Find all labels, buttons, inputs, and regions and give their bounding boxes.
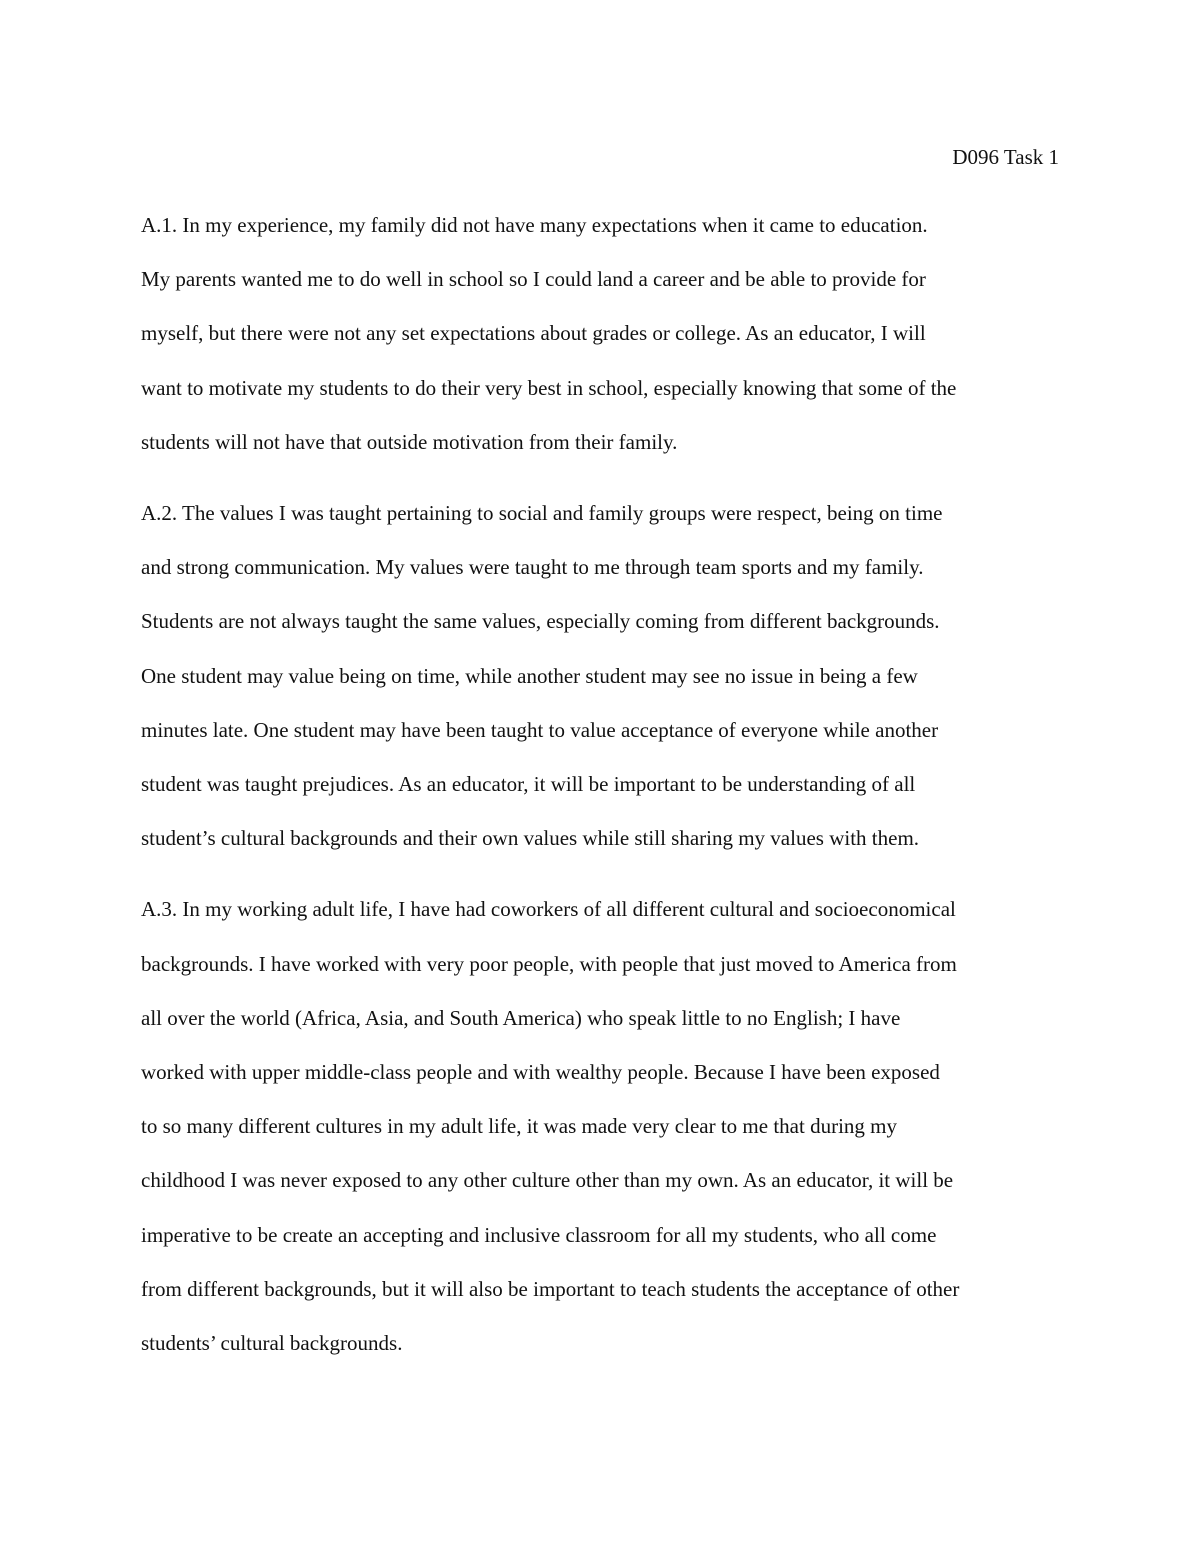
text-line: backgrounds. I have worked with very poor people, with people that just moved to America from [141,951,957,976]
text-line: A.2. The values I was taught pertaining to social and family groups were respect, being on time [141,501,943,526]
text-line: imperative to be create an accepting and inclusive classroom for all my students, who all come [141,1222,937,1247]
text-line: all over the world (Africa, Asia, and South America) who speak little to no English; I have [141,1005,901,1030]
text-line: students will not have that outside motivation from their family. [141,429,678,454]
paragraph-a3 [141,882,1081,1370]
text-line: to so many different cultures in my adult life, it was made very clear to me that during my [141,1114,897,1139]
paragraph-a1 [141,198,1081,469]
text-line: A.3. In my working adult life, I have had coworkers of all different cultural and socioeconomical [141,897,956,922]
text-line: student was taught prejudices. As an educator, it will be important to be understanding of all [141,772,916,797]
text-line: and strong communication. My values were taught to me through team sports and my family. [141,555,924,580]
text-line: A.1. In my experience, my family did not have many expectations when it came to education. [141,213,928,237]
paragraph-a2 [141,486,1081,865]
text-line: want to motivate my students to do their very best in school, especially knowing that some of the [141,375,957,400]
text-line: Students are not always taught the same values, especially coming from different backgrounds. [141,609,940,634]
text-line: students’ cultural backgrounds. [141,1331,403,1356]
text-line: minutes late. One student may have been taught to value acceptance of everyone while another [141,717,939,742]
document-body [141,198,1081,1387]
text-line: student’s cultural backgrounds and their own values while still sharing my values with them. [141,826,920,851]
text-line: My parents wanted me to do well in school so I could land a career and be able to provide for [141,267,926,292]
text-line: from different backgrounds, but it will also be important to teach students the acceptance of other [141,1276,960,1301]
text-line: myself, but there were not any set expectations about grades or college. As an educator, I will [141,321,926,346]
page-header: D096 Task 1 [952,145,1059,169]
text-line: worked with upper middle-class people and with wealthy people. Because I have been exposed [141,1060,940,1085]
text-line: One student may value being on time, while another student may see no issue in being a few [141,663,918,688]
text-line: childhood I was never exposed to any other culture other than my own. As an educator, it will be [141,1168,954,1193]
